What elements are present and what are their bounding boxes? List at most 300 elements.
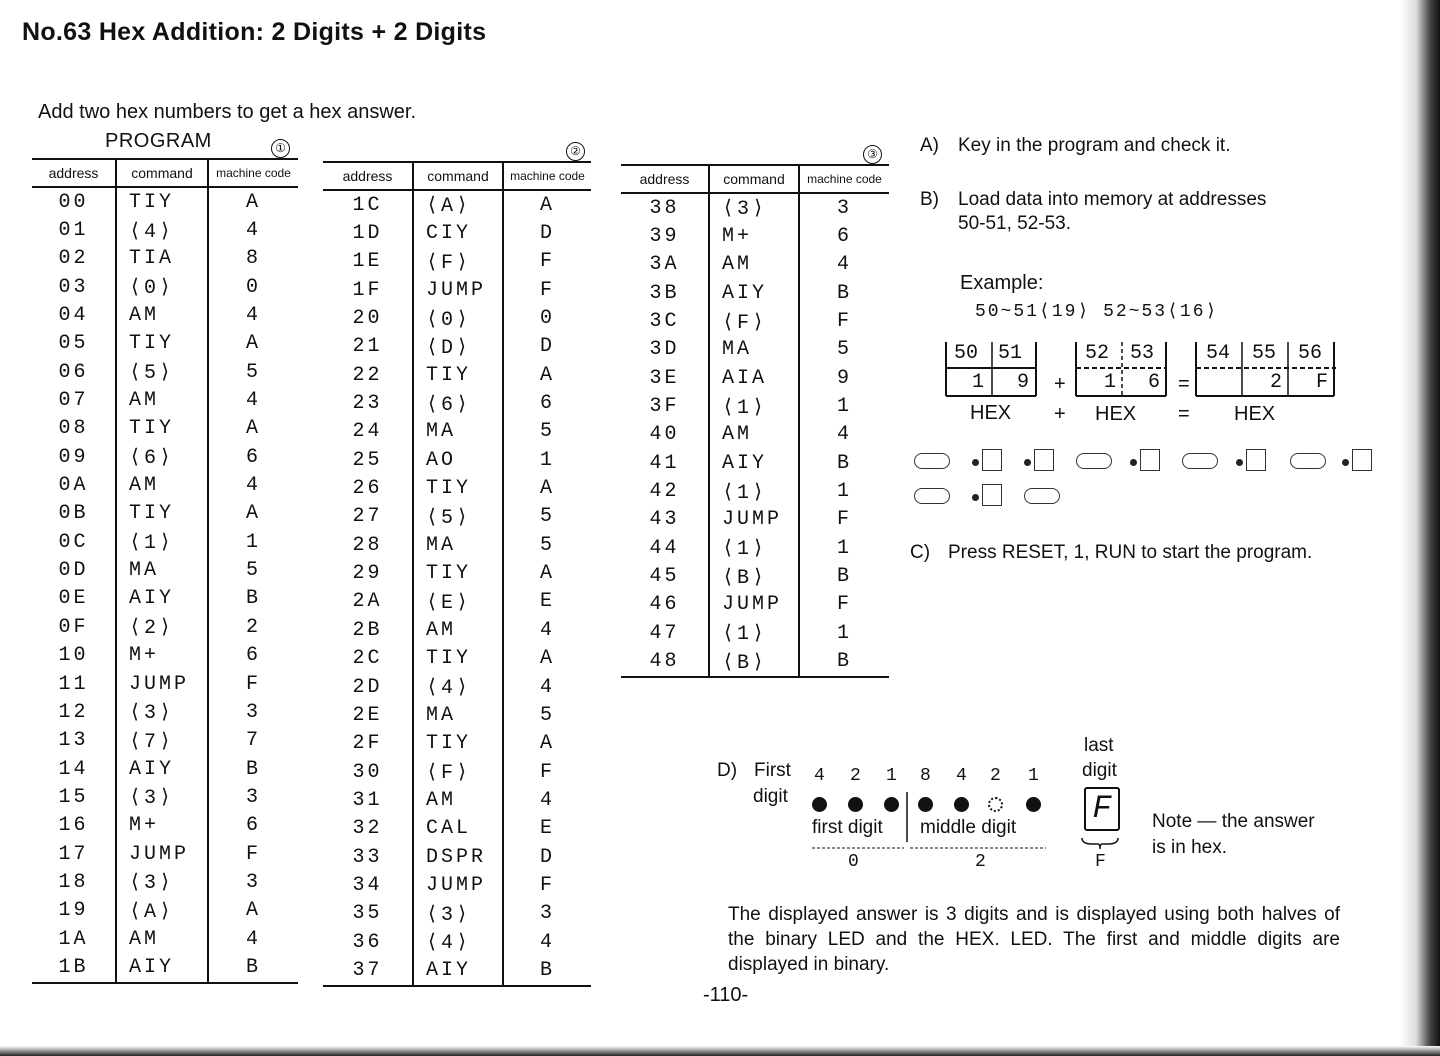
- explanation-text: The displayed answer is 3 digits and is displayed using both halves of the binary LED and the HEX. LED. The first and middle digits are displayed in binary.: [728, 904, 1340, 975]
- table-row: [32, 755, 298, 783]
- first-digit-group-label: first digit: [812, 817, 883, 838]
- command-cell: AM: [116, 471, 208, 499]
- machine-code-cell: 4: [245, 219, 261, 243]
- address-cell: 06: [58, 360, 89, 384]
- command-cell: DSPR: [413, 843, 503, 871]
- address-cell: 1A: [58, 927, 89, 951]
- address-cell: 23: [352, 392, 383, 416]
- first-digit-label-2: digit: [753, 786, 788, 807]
- command-cell: AIY: [116, 953, 208, 982]
- address-cell: 2E: [352, 703, 383, 727]
- command-cell: AIA: [709, 364, 799, 392]
- command-cell: ⟨1⟩: [116, 528, 208, 556]
- step-b-text-1: Load data into memory at addresses: [958, 189, 1267, 210]
- step-d-label: D): [717, 760, 738, 781]
- machine-code-cell: E: [539, 817, 555, 841]
- command-cell: ⟨3⟩: [413, 900, 503, 928]
- address-cell: 43: [649, 508, 680, 532]
- table-row: [32, 443, 298, 471]
- table-row: [32, 868, 298, 896]
- table-row: [323, 588, 591, 616]
- address-cell: 3A: [649, 253, 680, 277]
- machine-code-cell: 6: [245, 445, 261, 469]
- address-cell: 1B: [32, 953, 116, 982]
- command-cell: AIY: [709, 449, 799, 477]
- command-cell: ⟨6⟩: [413, 389, 503, 417]
- table-row: [621, 591, 889, 619]
- last-digit-label-1: last: [1084, 735, 1114, 756]
- command-cell: ⟨5⟩: [413, 503, 503, 531]
- command-cell: TIY: [116, 500, 208, 528]
- machine-code-cell: 6: [836, 225, 852, 249]
- table-row: [32, 953, 298, 982]
- command-cell: ⟨7⟩: [116, 727, 208, 755]
- machine-code-cell: B: [208, 953, 298, 982]
- machine-code-cell: 5: [245, 360, 261, 384]
- command-cell: AIY: [413, 956, 503, 985]
- table-row: [32, 500, 298, 528]
- table-row: [32, 642, 298, 670]
- increment-key-icon: [1182, 449, 1222, 475]
- increment-key-icon: [914, 484, 954, 510]
- address-cell: 07: [58, 389, 89, 413]
- table-row: [323, 730, 591, 758]
- command-cell: MA: [413, 701, 503, 729]
- machine-code-cell: A: [245, 502, 261, 526]
- bit-weight-label: 4: [956, 766, 967, 786]
- machine-code-cell: 4: [836, 253, 852, 277]
- table-row: [32, 528, 298, 556]
- address-cell: 45: [649, 565, 680, 589]
- table-row: [621, 279, 889, 307]
- machine-code-cell: F: [539, 760, 555, 784]
- hex-plus-sign: +: [1054, 403, 1066, 425]
- memory-box-key-icon: [972, 449, 1012, 475]
- table-row: [323, 219, 591, 247]
- command-cell: MA: [116, 556, 208, 584]
- box3-val-3: F: [1316, 371, 1329, 394]
- command-cell: TIY: [413, 474, 503, 502]
- table-row: [323, 815, 591, 843]
- table-row: [621, 392, 889, 420]
- table-row: [323, 843, 591, 871]
- command-cell: AIY: [116, 585, 208, 613]
- address-cell: 2D: [352, 675, 383, 699]
- machine-code-cell: A: [539, 193, 555, 217]
- step-a: [920, 135, 1230, 157]
- command-cell: ⟨0⟩: [116, 273, 208, 301]
- command-cell: AIY: [709, 279, 799, 307]
- table-row: [621, 619, 889, 647]
- table-row: [323, 304, 591, 332]
- hex-led-display: F: [1084, 787, 1120, 831]
- address-cell: 24: [352, 420, 383, 444]
- table-row: [32, 216, 298, 244]
- example-text: 50~51⟨19⟩ 52~53⟨16⟩: [975, 302, 1219, 322]
- machine-code-cell: A: [539, 647, 555, 671]
- machine-code-cell: B: [799, 648, 889, 677]
- dot-box-key-icon-dot: [1236, 459, 1243, 466]
- address-cell: 14: [58, 757, 89, 781]
- table-row: [323, 701, 591, 729]
- middle-digit-value: 2: [975, 852, 986, 872]
- machine-code-cell: 6: [539, 392, 555, 416]
- address-cell: 11: [58, 672, 89, 696]
- command-cell: MA: [413, 418, 503, 446]
- command-cell: CIY: [413, 219, 503, 247]
- command-cell: ⟨1⟩: [709, 477, 799, 505]
- header-machine-code: machine code: [799, 165, 889, 193]
- table-row: [621, 506, 889, 534]
- command-cell: AIY: [116, 755, 208, 783]
- machine-code-cell: 3: [245, 700, 261, 724]
- address-cell: 26: [352, 477, 383, 501]
- machine-code-cell: 7: [245, 729, 261, 753]
- dot-box-key-icon: [1236, 449, 1276, 475]
- machine-code-cell: 5: [539, 533, 555, 557]
- box3-addr-1: 54: [1206, 342, 1231, 365]
- header-address: address: [323, 162, 413, 190]
- address-cell: 3E: [649, 366, 680, 390]
- machine-code-cell: A: [539, 363, 555, 387]
- note-line-2: is in hex.: [1152, 837, 1227, 858]
- address-cell: 48: [621, 648, 709, 677]
- machine-code-cell: 1: [836, 395, 852, 419]
- command-cell: AM: [413, 616, 503, 644]
- address-cell: 18: [58, 870, 89, 894]
- command-cell: CAL: [413, 815, 503, 843]
- address-cell: 09: [58, 445, 89, 469]
- address-cell: 3D: [649, 338, 680, 362]
- step-b-text-2: 50-51, 52-53.: [958, 213, 1072, 234]
- table-row: [32, 386, 298, 414]
- header-command: command: [116, 159, 208, 187]
- machine-code-cell: A: [245, 190, 261, 214]
- table-row: [621, 648, 889, 677]
- address-cell: 39: [649, 225, 680, 249]
- command-cell: JUMP: [116, 840, 208, 868]
- dot-box-key-icon: [1024, 449, 1064, 475]
- machine-code-cell: 4: [245, 927, 261, 951]
- page-bottom-shadow: [0, 1046, 1440, 1056]
- machine-code-cell: 2: [245, 615, 261, 639]
- machine-code-cell: A: [245, 332, 261, 356]
- table-row: [621, 307, 889, 335]
- box1-addr-2: 51: [998, 342, 1023, 365]
- command-cell: AM: [709, 251, 799, 279]
- memory-box-key-icon-dot: [972, 459, 979, 466]
- bit-weight-label: 2: [850, 766, 861, 786]
- table-row: [32, 670, 298, 698]
- address-cell: 33: [352, 845, 383, 869]
- command-cell: AO: [413, 446, 503, 474]
- increment-key-icon: [1024, 484, 1064, 510]
- machine-code-cell: 6: [245, 644, 261, 668]
- command-cell: ⟨1⟩: [709, 619, 799, 647]
- address-cell: 0C: [58, 530, 89, 554]
- machine-code-cell: F: [245, 672, 261, 696]
- box3-val-2: 2: [1270, 371, 1283, 394]
- table-row: [323, 900, 591, 928]
- command-cell: JUMP: [116, 670, 208, 698]
- command-cell: TIY: [116, 330, 208, 358]
- machine-code-cell: 5: [245, 559, 261, 583]
- command-cell: ⟨5⟩: [116, 358, 208, 386]
- table-row: [32, 330, 298, 358]
- command-cell: ⟨A⟩: [116, 897, 208, 925]
- table-row: [621, 562, 889, 590]
- address-cell: 3B: [649, 281, 680, 305]
- reset-key-icon: [914, 449, 954, 475]
- address-cell: 21: [352, 335, 383, 359]
- address-cell: 27: [352, 505, 383, 529]
- command-cell: ⟨F⟩: [413, 758, 503, 786]
- command-cell: MA: [413, 531, 503, 559]
- address-cell: 32: [352, 817, 383, 841]
- command-cell: ⟨3⟩: [116, 698, 208, 726]
- address-cell: 2A: [352, 590, 383, 614]
- table-row: [32, 556, 298, 584]
- table-row: [323, 956, 591, 985]
- machine-code-cell: A: [539, 562, 555, 586]
- address-cell: 20: [352, 307, 383, 331]
- command-cell: M+: [709, 222, 799, 250]
- address-cell: 19: [58, 899, 89, 923]
- address-cell: 03: [58, 275, 89, 299]
- address-cell: 15: [58, 785, 89, 809]
- address-cell: 13: [58, 729, 89, 753]
- bit-weight-label: 1: [886, 766, 897, 786]
- table-row: [323, 474, 591, 502]
- increment-key-icon: [1076, 449, 1116, 475]
- hex-label-2: HEX: [1095, 403, 1137, 425]
- header-address: address: [621, 165, 709, 193]
- machine-code-cell: 4: [245, 474, 261, 498]
- machine-code-cell: 4: [539, 675, 555, 699]
- command-cell: JUMP: [709, 591, 799, 619]
- hex-label-1: HEX: [970, 402, 1012, 424]
- machine-code-cell: B: [836, 565, 852, 589]
- header-command: command: [413, 162, 503, 190]
- first-digit-value: 0: [848, 852, 859, 872]
- first-digit-label-1: First: [754, 760, 791, 781]
- table-row: [621, 534, 889, 562]
- increment-key-icon-shape: [1182, 453, 1218, 469]
- machine-code-cell: F: [836, 508, 852, 532]
- table-row: [323, 531, 591, 559]
- machine-code-cell: 0: [539, 307, 555, 331]
- machine-code-cell: 4: [539, 618, 555, 642]
- machine-code-cell: 4: [539, 930, 555, 954]
- page-title: No.63 Hex Addition: 2 Digits + 2 Digits: [22, 18, 487, 46]
- machine-code-cell: 3: [245, 785, 261, 809]
- table-row: [323, 361, 591, 389]
- table-row: [32, 812, 298, 840]
- machine-code-cell: D: [539, 845, 555, 869]
- command-cell: ⟨F⟩: [413, 248, 503, 276]
- command-cell: ⟨3⟩: [709, 193, 799, 222]
- table-row: [323, 928, 591, 956]
- table-row: [32, 187, 298, 216]
- table-row: [323, 418, 591, 446]
- table-row: [323, 616, 591, 644]
- last-digit-label-2: digit: [1082, 760, 1117, 781]
- page-edge-shadow: [1400, 0, 1440, 1056]
- machine-code-cell: B: [836, 451, 852, 475]
- address-cell: 35: [352, 902, 383, 926]
- address-cell: 47: [649, 621, 680, 645]
- address-cell: 1D: [352, 222, 383, 246]
- address-cell: 2C: [352, 647, 383, 671]
- machine-code-cell: 1: [836, 621, 852, 645]
- machine-code-cell: 1: [836, 536, 852, 560]
- machine-code-cell: 8: [245, 247, 261, 271]
- middle-digit-group-label: middle digit: [920, 817, 1017, 838]
- machine-code-cell: 5: [539, 420, 555, 444]
- command-cell: TIA: [116, 245, 208, 273]
- box2-val-2: 6: [1148, 371, 1161, 394]
- command-cell: ⟨A⟩: [413, 190, 503, 219]
- address-cell: 3F: [649, 395, 680, 419]
- machine-code-cell: 1: [539, 448, 555, 472]
- command-cell: AM: [709, 421, 799, 449]
- address-cell: 1E: [352, 250, 383, 274]
- address-cell: 28: [352, 533, 383, 557]
- reset-key-icon-shape: [914, 453, 950, 469]
- table-row: [323, 786, 591, 814]
- address-cell: 22: [352, 363, 383, 387]
- machine-code-cell: B: [245, 757, 261, 781]
- increment-key-icon-shape: [914, 488, 950, 504]
- command-cell: JUMP: [709, 506, 799, 534]
- address-cell: 36: [352, 930, 383, 954]
- address-cell: 0A: [58, 474, 89, 498]
- machine-code-cell: A: [245, 899, 261, 923]
- dot-box-key-icon-dot: [1024, 459, 1031, 466]
- address-cell: 1C: [352, 193, 383, 217]
- machine-code-cell: 1: [245, 530, 261, 554]
- command-cell: ⟨3⟩: [116, 868, 208, 896]
- memory-box-key-icon-box: [982, 449, 1002, 471]
- program-table-3: [621, 164, 889, 678]
- command-cell: M+: [116, 642, 208, 670]
- command-cell: TIY: [116, 415, 208, 443]
- table-marker-3: ③: [863, 145, 882, 164]
- command-cell: ⟨E⟩: [413, 588, 503, 616]
- table-row: [621, 336, 889, 364]
- table-row: [621, 251, 889, 279]
- table-row: [32, 783, 298, 811]
- address-cell: 25: [352, 448, 383, 472]
- table-row: [32, 925, 298, 953]
- command-cell: ⟨D⟩: [413, 333, 503, 361]
- table-row: [32, 585, 298, 613]
- command-cell: AM: [413, 786, 503, 814]
- last-digit-value: F: [1095, 852, 1106, 872]
- machine-code-cell: B: [836, 281, 852, 305]
- table-marker-1: ①: [271, 139, 290, 158]
- table-row: [32, 415, 298, 443]
- program-label: PROGRAM: [105, 130, 212, 152]
- address-cell: 0E: [58, 587, 89, 611]
- box1-val-2: 9: [1017, 371, 1030, 394]
- header-address: address: [32, 159, 116, 187]
- machine-code-cell: E: [539, 590, 555, 614]
- command-cell: ⟨1⟩: [709, 392, 799, 420]
- memory-box-key-icon: [1130, 449, 1170, 475]
- machine-code-cell: 3: [245, 870, 261, 894]
- example-plus-sign: +: [1054, 373, 1066, 395]
- address-cell: 2B: [352, 618, 383, 642]
- command-cell: ⟨B⟩: [709, 648, 799, 677]
- table-row: [32, 358, 298, 386]
- memory-box-key-icon-dot: [1130, 459, 1137, 466]
- table-row: [621, 222, 889, 250]
- command-cell: ⟨B⟩: [709, 562, 799, 590]
- machine-code-cell: F: [539, 278, 555, 302]
- address-cell: 0B: [58, 502, 89, 526]
- subtitle: Add two hex numbers to get a hex answer.: [38, 101, 416, 123]
- command-cell: ⟨4⟩: [413, 673, 503, 701]
- address-cell: 44: [649, 536, 680, 560]
- command-cell: TIY: [413, 730, 503, 758]
- machine-code-cell: A: [539, 732, 555, 756]
- address-cell: 41: [649, 451, 680, 475]
- machine-code-cell: B: [503, 956, 591, 985]
- bit-weight-label: 2: [990, 766, 1001, 786]
- table-row: [32, 301, 298, 329]
- header-command: command: [709, 165, 799, 193]
- memory-box-key-icon-box: [982, 484, 1002, 506]
- machine-code-cell: 4: [836, 423, 852, 447]
- command-cell: JUMP: [413, 871, 503, 899]
- example-equals-sign: =: [1178, 373, 1190, 395]
- address-cell: 38: [649, 196, 680, 220]
- table-row: [32, 471, 298, 499]
- command-cell: AM: [116, 386, 208, 414]
- machine-code-cell: 5: [539, 703, 555, 727]
- address-cell: 10: [58, 644, 89, 668]
- machine-code-cell: 9: [836, 366, 852, 390]
- memory-box-key-icon-box: [1352, 449, 1372, 471]
- machine-code-cell: 0: [245, 275, 261, 299]
- address-cell: 1F: [352, 278, 383, 302]
- step-a-text: Key in the program and check it.: [958, 135, 1231, 156]
- box1-addr-1: 50: [954, 342, 979, 365]
- address-cell: 16: [58, 814, 89, 838]
- command-cell: MA: [709, 336, 799, 364]
- memory-box-key-icon: [1342, 449, 1382, 475]
- machine-code-cell: F: [539, 250, 555, 274]
- machine-code-cell: 4: [245, 389, 261, 413]
- program-table-1: [32, 158, 298, 984]
- increment-key-icon-shape: [1076, 453, 1112, 469]
- address-cell: 40: [649, 423, 680, 447]
- step-b-label: B): [920, 189, 939, 210]
- command-cell: TIY: [413, 559, 503, 587]
- page-number: -110-: [703, 984, 749, 1006]
- hex-label-3: HEX: [1234, 403, 1276, 425]
- table-row: [323, 559, 591, 587]
- table-row: [621, 364, 889, 392]
- machine-code-cell: F: [836, 593, 852, 617]
- machine-code-cell: A: [245, 417, 261, 441]
- command-cell: TIY: [413, 645, 503, 673]
- step-a-label: A): [920, 135, 939, 156]
- command-cell: ⟨6⟩: [116, 443, 208, 471]
- memory-box-key-icon-box: [1140, 449, 1160, 471]
- command-cell: ⟨2⟩: [116, 613, 208, 641]
